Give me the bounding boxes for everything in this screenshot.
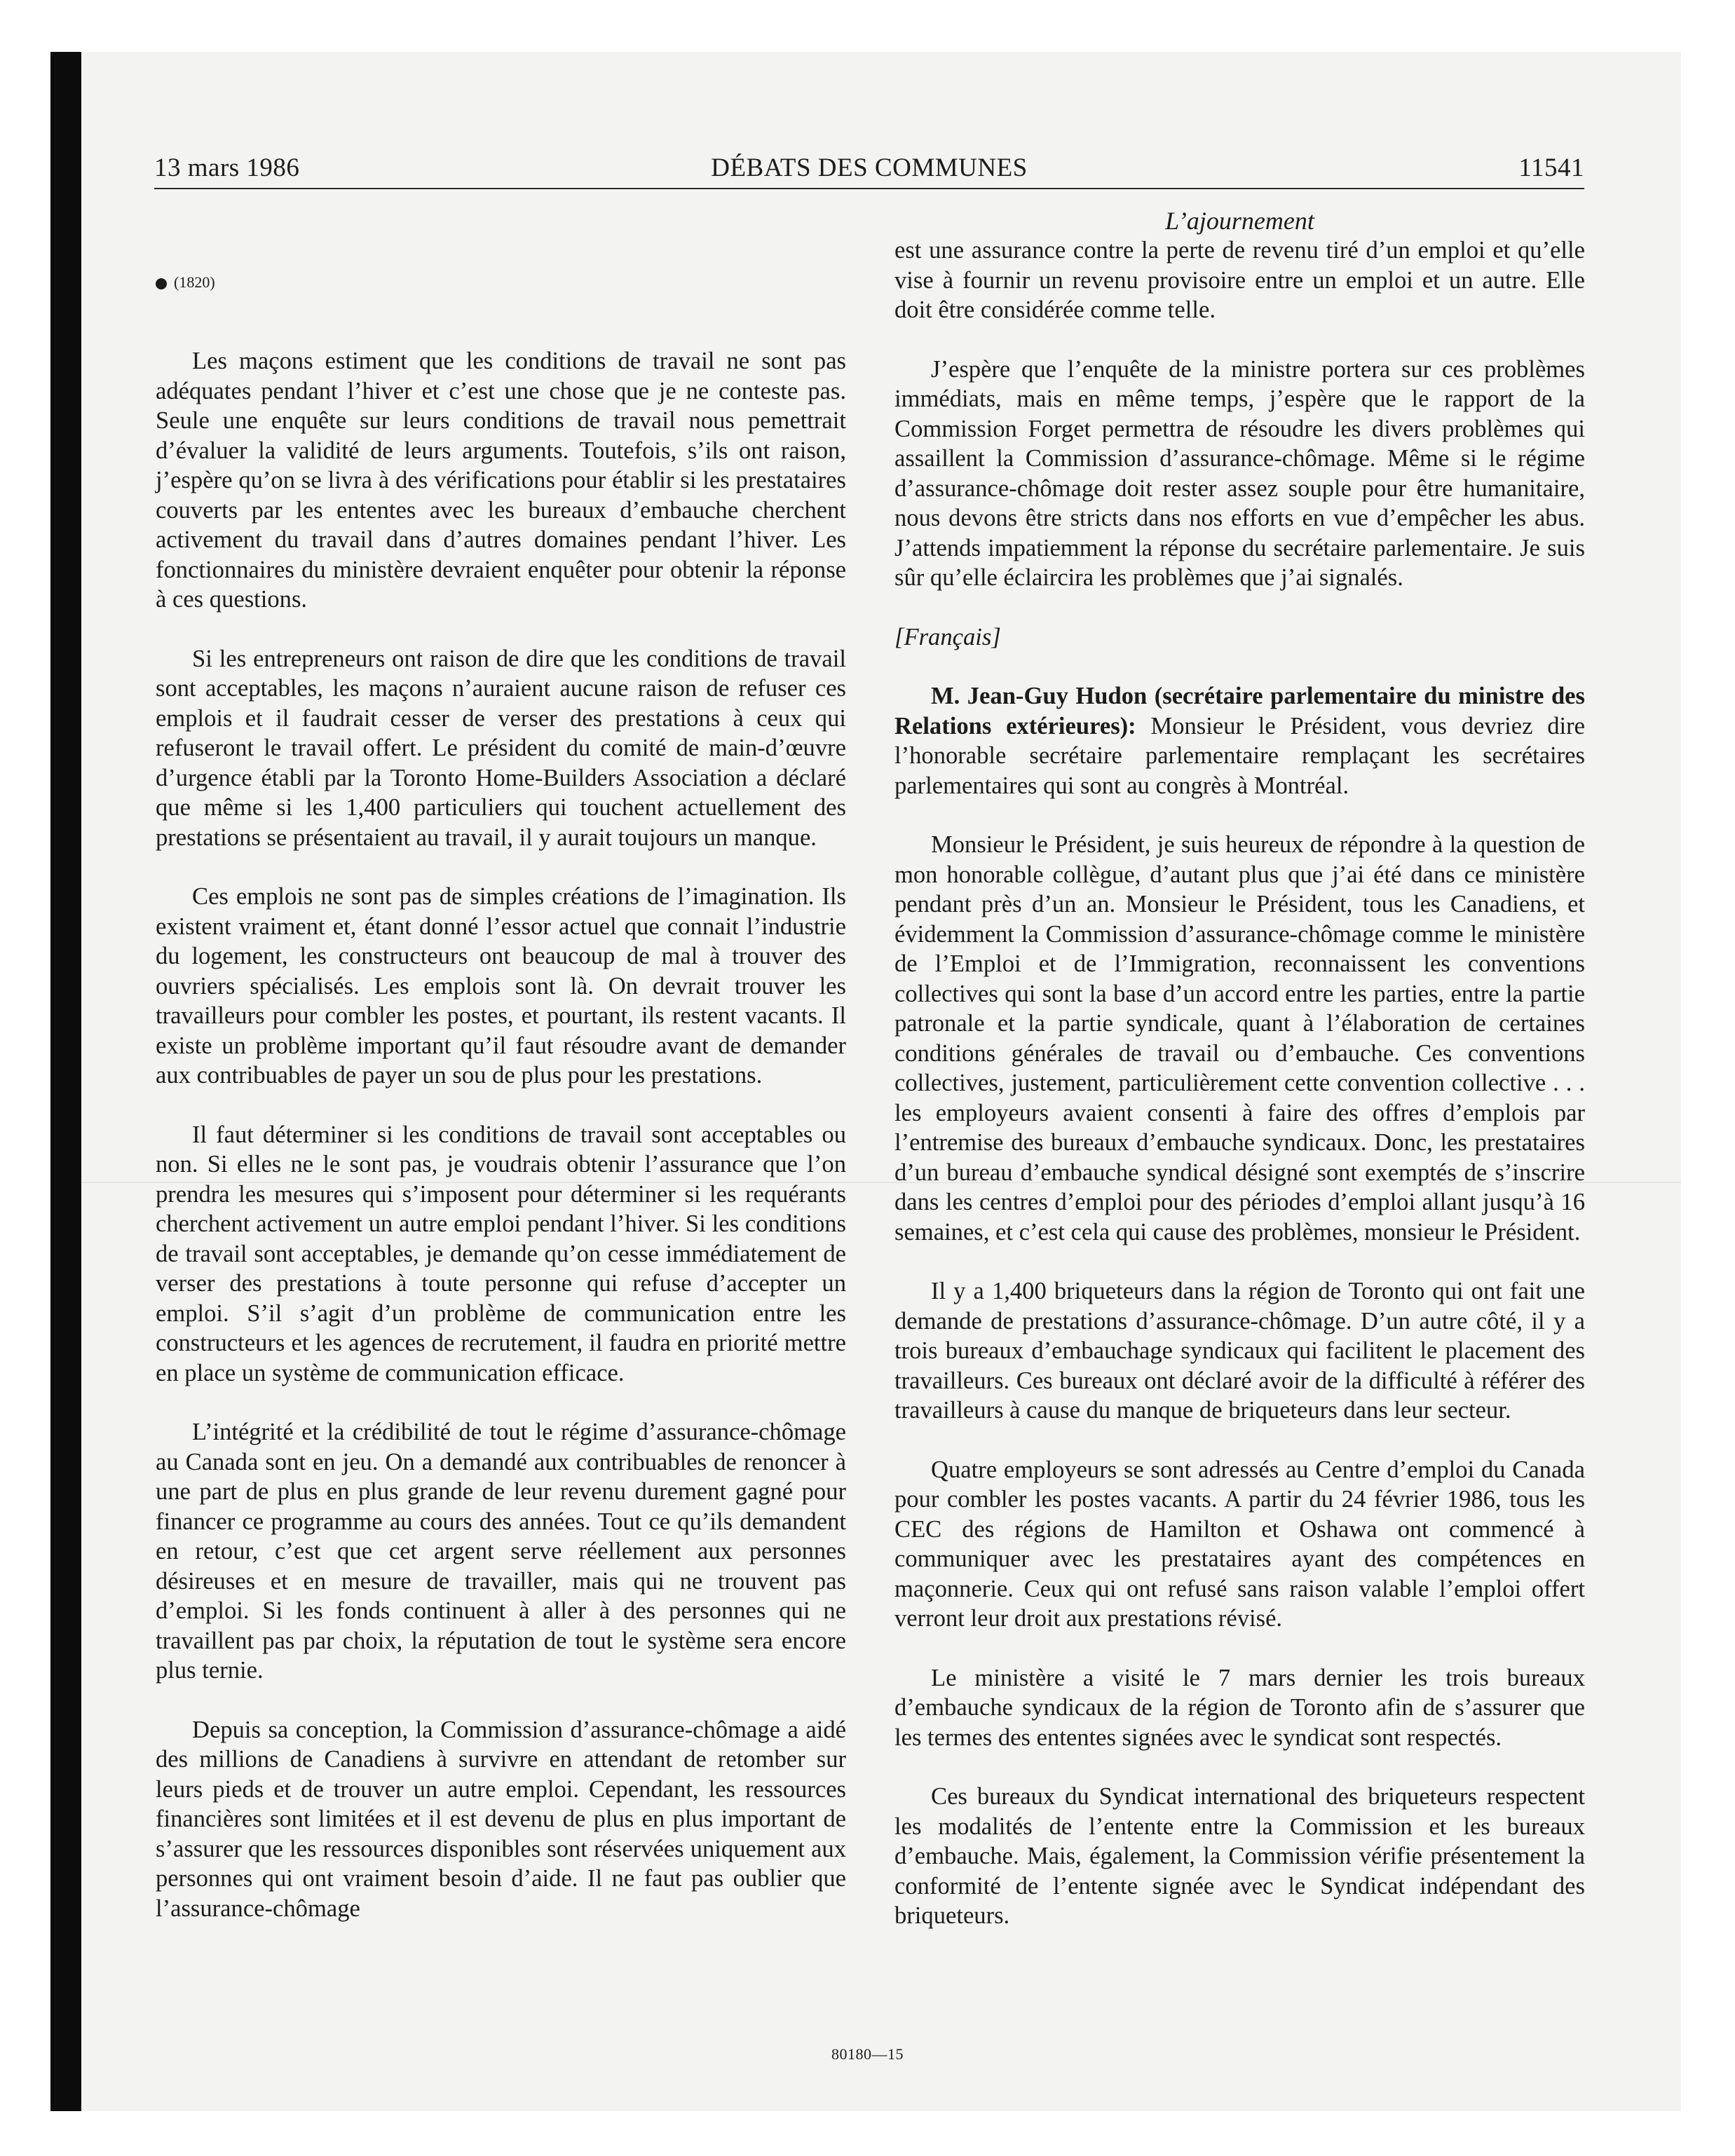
section-heading: L’ajournement <box>1165 207 1314 235</box>
footer-code: 80180—15 <box>831 2045 904 2063</box>
left-paragraph: Les maçons estiment que les conditions de travail ne sont pas adéquates pendant l’hiver et c’est une chose que je ne conteste pas. Seule une enquête sur leurs conditions de travail nous pemettrait d’évaluer la validité de leurs arguments. Toutefois, s’ils ont raison, j’espère qu’on se livra à des vérifications pour établir si les prestataires couverts par les ententes avec les bureaux d’embauche cherchent activement du travail dans d’autres domaines pendant l’hiver. Les fonctionnaires du ministère devraient enquêter pour obtenir la réponse à ces questions. <box>156 348 846 613</box>
right-paragraph: Quatre employeurs se sont adressés au Centre d’emploi du Canada pour combler les postes vacants. A partir du 24 février 1986, tous les CEC des régions de Hamilton et Oshawa ont commencé à communiquer avec les prestataires ayant des compétences en maçonnerie. Ceux qui ont refusé sans raison valable l’emploi offert verront leur droit aux prestations révisé. <box>894 1456 1585 1632</box>
right-column <box>894 236 1585 1931</box>
time-marker-text: (1820) <box>174 273 215 291</box>
speaker-paragraph <box>894 681 1585 800</box>
header-title: DÉBATS DES COMMUNES <box>711 153 1028 182</box>
language-tag: [Français] <box>894 623 1001 650</box>
page-header <box>154 153 1584 188</box>
left-paragraph: Depuis sa conception, la Commission d’assurance-chômage a aidé des millions de Canadiens à survivre en attendant de retomber sur leurs pieds et de trouver un autre emploi. Cependant, les ressources financières sont limitées et il est devenu de plus en plus important de s’assurer que les ressources disponibles sont réservées uniquement aux personnes qui ont vraiment besoin d’aide. Il ne faut pas oublier que l’assurance-chômage <box>156 1716 846 1922</box>
right-paragraph: Monsieur le Président, je suis heureux de répondre à la question de mon honorable collègue, d’autant plus que j’ai été dans ce ministère pendant près d’un an. Monsieur le Président, tous les Canadiens, et évidemment la Commission d’assurance-chômage comme le ministère de l’Emploi et de l’Immigration, reconnaissent les conventions collectives qui sont la base d’un accord entre les parties, entre la partie patronale et la partie syndicale, quant à l’élaboration de certaines conditions générales de travail ou d’embauche. Ces conventions collectives, justement, particulièrement cette convention collective . . . les employeurs avaient consenti à faire des offres d’emplois par l’entremise des bureaux d’embauche syndicaux. Donc, les prestataires d’un bureau d’embauche syndical désigné sont exemptés de s’inscrire dans les centres d’emploi pour des périodes d’emploi allant jusqu’à 16 semaines, et c’est cela qui cause des problèmes, monsieur le Président. <box>894 831 1585 1246</box>
right-paragraph: Ces bureaux du Syndicat international des briqueteurs respectent les modalités de l’entente entre la Commission et les bureaux d’embauche. Mais, également, la Commission vérifie présentement la conformité de l’entente signée avec le Syndicat indépendant des briqueteurs. <box>894 1783 1585 1929</box>
right-paragraph: Il y a 1,400 briqueteurs dans la région de Toronto qui ont fait une demande de prestations d’assurance-chômage. D’un autre côté, il y a trois bureaux d’embauchage syndicaux qui facilitent le placement des travailleurs. Ces bureaux ont déclaré avoir de la difficulté à référer des travailleurs à cause du manque de briqueteurs dans leur secteur. <box>894 1278 1585 1424</box>
header-date: 13 mars 1986 <box>154 153 300 182</box>
left-paragraph: Il faut déterminer si les conditions de travail sont acceptables ou non. Si elles ne le sont pas, je voudrais obtenir l’assurance que l’on prendra les mesures qui s’imposent pour déterminer si les requérants cherchent activement un autre emploi pendant l’hiver. Si les conditions de travail sont acceptables, je demande qu’on cesse immédiatement de verser des prestations à toute personne qui refuse d’accepter un emploi. S’il s’agit d’un problème de communication entre les constructeurs et les agences de recrutement, il faudra en priorité mettre en place un système de communication efficace. <box>156 1121 846 1386</box>
speaker-text: Monsieur le Président, vous devriez dire l’honorable secrétaire parlementaire remplaçant les secrétaires parlementaires qui sont au congrès à Montréal. <box>894 712 1585 799</box>
right-continuation: est une assurance contre la perte de revenu tiré d’un emploi et qu’elle vise à fournir un revenu provisoire entre un emploi et un autre. Elle doit être considérée comme telle. <box>894 237 1585 323</box>
left-paragraph: L’intégrité et la crédibilité de tout le régime d’assurance-chômage au Canada sont en jeu. On a demandé aux contribuables de renoncer à une part de plus en plus grande de leur revenu durement gagné pour financer ce programme au cours des années. Tout ce qu’ils demandent en retour, c’est que cet argent serve réellement aux personnes désireuses et en mesure de travailler, mais qui ne trouvent pas d’emploi. Si les fonds continuent à aller à des personnes qui ne travaillent pas par choix, la réputation de tout le système sera encore plus ternie. <box>156 1419 846 1684</box>
marker-gap <box>156 307 846 346</box>
time-marker <box>156 258 846 307</box>
marker-spacer <box>156 206 846 258</box>
left-paragraph: Ces emplois ne sont pas de simples créations de l’imagination. Ils existent vraiment et, étant donné l’essor actuel que connait l’industrie du logement, les constructeurs ont beaucoup de mal à trouver des ouvriers spécialisés. Les emplois sont là. On devrait trouver les travailleurs pour combler les postes, et pourtant, ils restent vacants. Il existe un problème important qu’il faut résoudre avant de demander aux contribuables de payer un sou de plus pour les prestations. <box>156 883 846 1089</box>
scan-edge-shadow <box>50 52 81 2111</box>
right-paragraph: Le ministère a visité le 7 mars dernier les trois bureaux d’embauche syndicaux de la région de Toronto afin de s’assurer que les termes des ententes signées avec le syndicat sont respectés. <box>894 1664 1585 1751</box>
bullet-dot-icon <box>156 278 167 289</box>
left-paragraph: Si les entrepreneurs ont raison de dire que les conditions de travail sont acceptables, les maçons n’auraient aucune raison de refuser ces emplois et il faudrait cesser de verser des prestations à ceux qui refuseront le travail offert. Le président du comité de main-d’œuvre d’urgence établi par la Toronto Home-Builders Association a déclaré que même si les 1,400 particuliers qui touchent actuellement des prestations se présentaient au travail, il y aurait toujours un manque. <box>156 645 846 851</box>
header-page-number: 11541 <box>1518 153 1584 182</box>
right-paragraph: J’espère que l’enquête de la ministre portera sur ces problèmes immédiats, mais en même temps, j’espère que le rapport de la Commission Forget permettra de résoudre les divers problèmes qui assaillent la Commission d’assurance-chômage. Même si le régime d’assurance-chômage doit rester assez souple pour être humanitaire, nous devons être stricts dans nos efforts en vue d’empêcher les abus. J’attends impatiemment la réponse du secrétaire parlementaire. Je suis sûr qu’elle éclaircira les problèmes que j’ai signalés. <box>894 355 1585 591</box>
speaker-name: M. Jean-Guy Hudon (secrétaire parlementaire du ministre des Relations extérieures): <box>894 683 1585 739</box>
header-rule <box>154 188 1584 189</box>
left-column <box>156 206 846 1923</box>
